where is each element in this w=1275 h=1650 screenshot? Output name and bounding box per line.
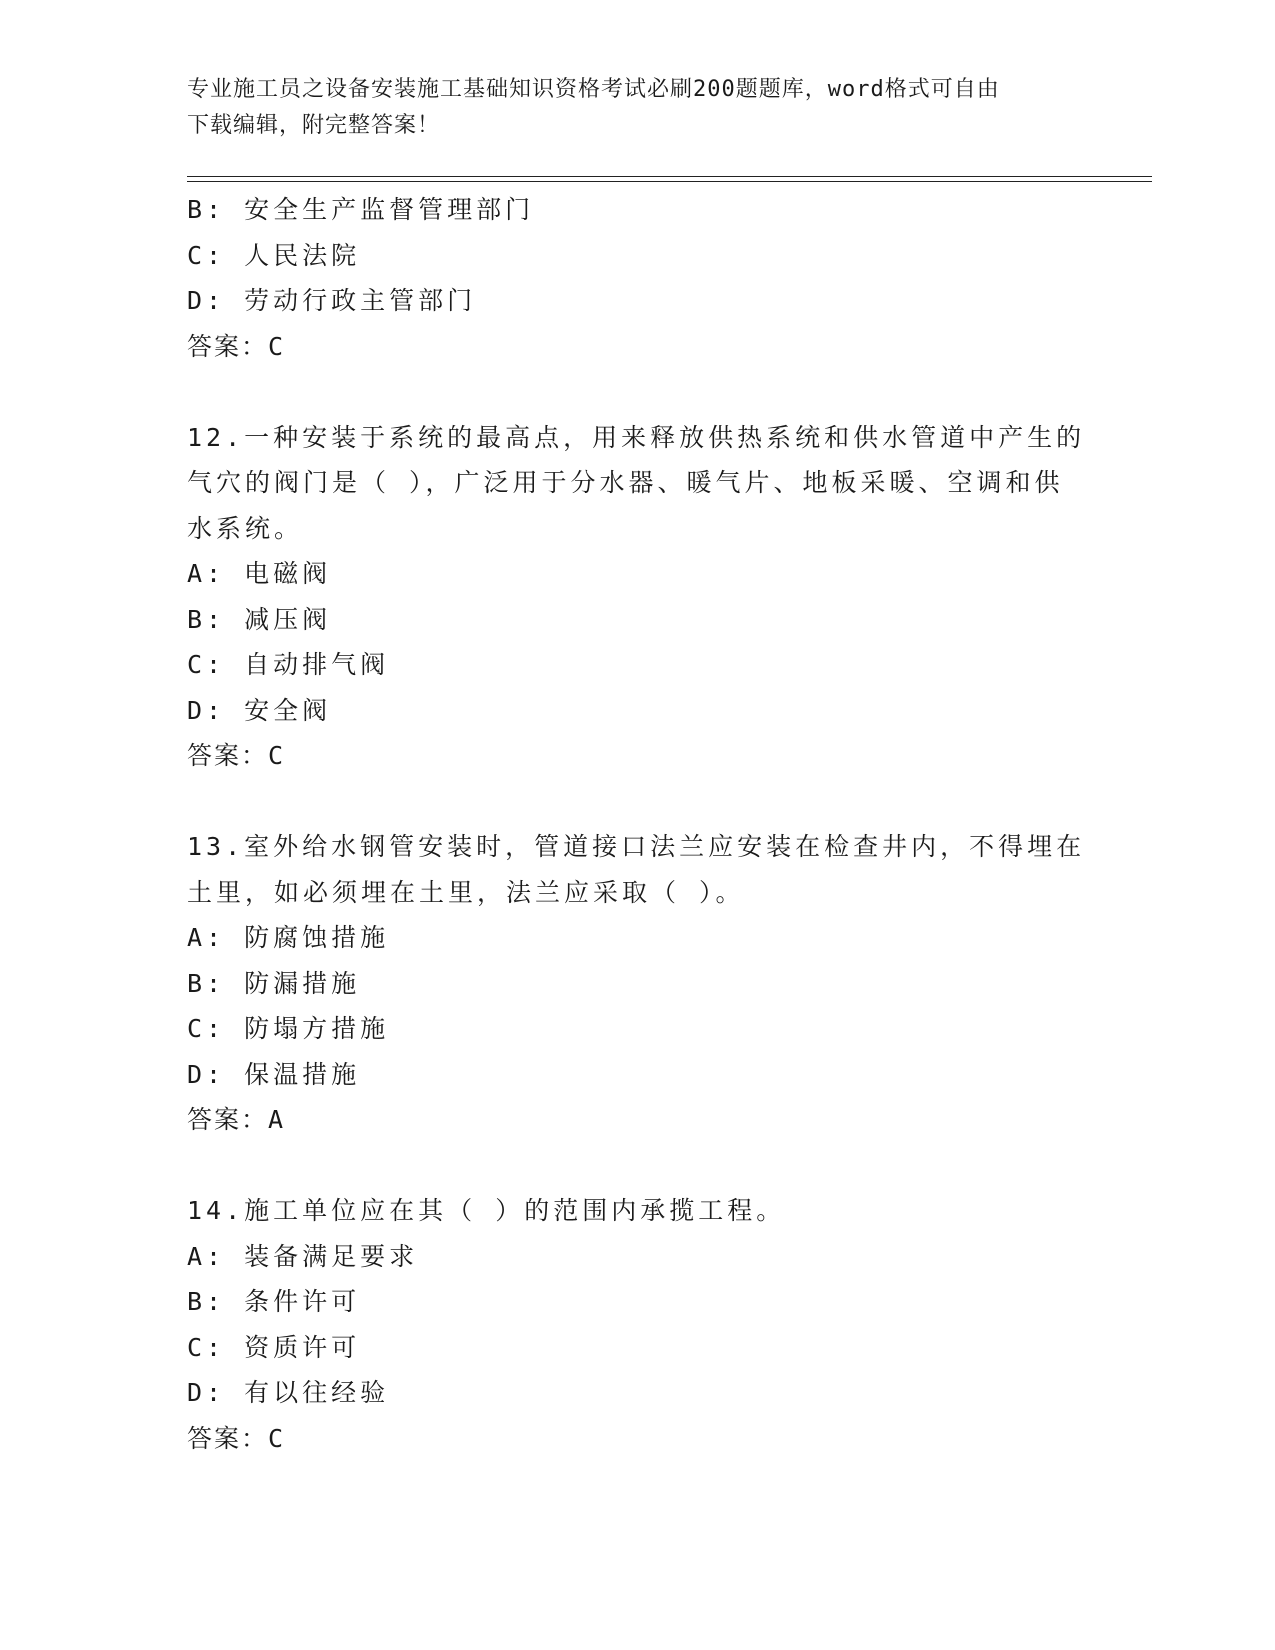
header-line-1: 专业施工员之设备安装施工基础知识资格考试必刷200题题库，word格式可自由 xyxy=(187,77,1000,102)
answer-line: 答案：C xyxy=(187,741,286,770)
header-divider-bottom xyxy=(187,181,1152,182)
option-d: D: 有以往经验 xyxy=(187,1378,390,1407)
question-11 xyxy=(187,187,1087,369)
question-spacer xyxy=(187,1143,1087,1189)
question-spacer xyxy=(187,369,1087,415)
option-c: C: 资质许可 xyxy=(187,1332,361,1362)
option-c: C: 自动排气阀 xyxy=(187,650,390,679)
header-divider-top xyxy=(187,176,1152,177)
question-text-line: 气穴的阀门是（ ），广泛用于分水器、暖气片、地板采暖、空调和供 xyxy=(187,468,1064,497)
answer-line: 答案：A xyxy=(187,1105,286,1134)
question-list xyxy=(187,187,1087,1461)
question-text-line: 土里，如必须埋在土里，法兰应采取（ ）。 xyxy=(187,877,745,907)
answer-line: 答案：C xyxy=(187,1423,286,1453)
question-text-line: 水系统。 xyxy=(187,513,304,543)
question-13 xyxy=(187,824,1087,1143)
question-spacer xyxy=(187,779,1087,825)
header-line-2: 下载编辑，附完整答案！ xyxy=(187,113,441,138)
option-d: D: 保温措施 xyxy=(187,1059,361,1089)
answer-line: 答案：C xyxy=(187,331,286,361)
question-text-line: 12.一种安装于系统的最高点，用来释放供热系统和供水管道中产生的 xyxy=(187,422,1086,452)
question-text-line: 14.施工单位应在其（ ）的范围内承揽工程。 xyxy=(187,1196,786,1225)
question-text-line: 13.室外给水钢管安装时，管道接口法兰应安装在检查井内，不得埋在 xyxy=(187,832,1086,861)
option-a: A: 电磁阀 xyxy=(187,559,332,588)
option-b: B: 安全生产监督管理部门 xyxy=(187,195,535,224)
option-a: A: 装备满足要求 xyxy=(187,1241,419,1271)
option-c: C: 防塌方措施 xyxy=(187,1014,390,1043)
question-14 xyxy=(187,1188,1087,1461)
option-a: A: 防腐蚀措施 xyxy=(187,923,390,952)
option-b: B: 条件许可 xyxy=(187,1287,361,1316)
option-d: D: 安全阀 xyxy=(187,695,332,725)
option-b: B: 减压阀 xyxy=(187,604,332,634)
option-c: C: 人民法院 xyxy=(187,240,361,270)
option-d: D: 劳动行政主管部门 xyxy=(187,286,477,315)
document-header xyxy=(187,72,1067,144)
option-b: B: 防漏措施 xyxy=(187,968,361,998)
question-12 xyxy=(187,415,1087,779)
